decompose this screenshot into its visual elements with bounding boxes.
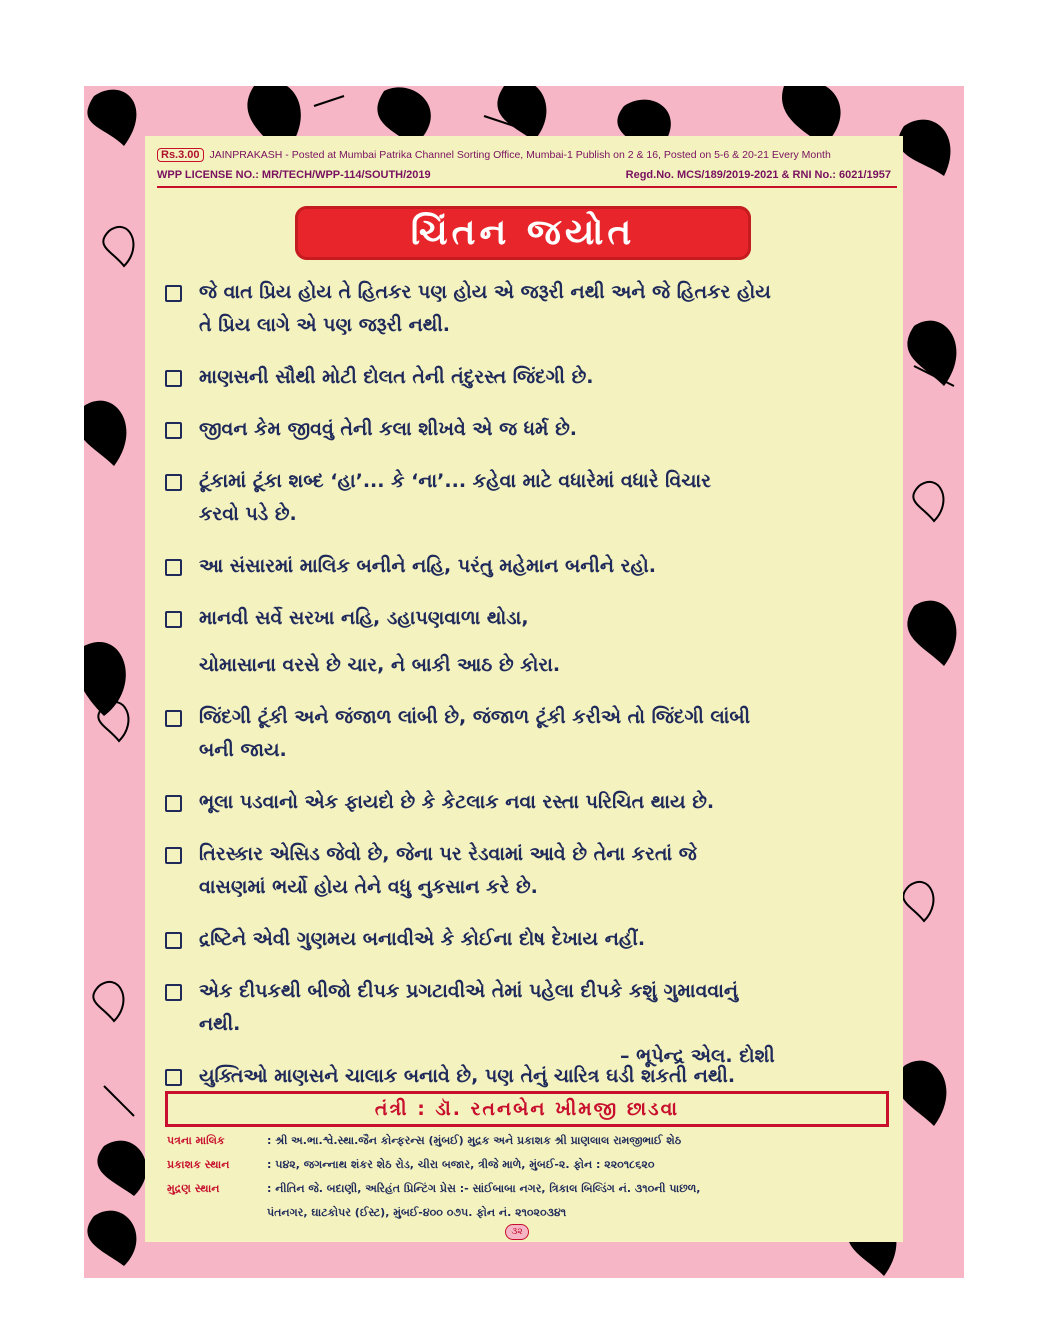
quote-line: બની જાય.	[199, 739, 287, 761]
quote-line: નથી.	[199, 1013, 241, 1035]
quote-line: માનવી સર્વે સરખા નહિ, ડહાપણવાળા થોડા,	[199, 607, 529, 629]
quote-line: તે પ્રિય લાગે એ પણ જરૂરી નથી.	[199, 314, 451, 336]
info-owner-label: પત્રના માલિક	[167, 1134, 225, 1147]
quote-item	[165, 975, 885, 1041]
bullet-box-icon	[165, 847, 182, 864]
bullet-box-icon	[165, 795, 182, 812]
quote-line: જે વાત પ્રિય હોય તે હિતકર પણ હોય એ જરૂરી નથી અને જે હિતકર હોય	[199, 281, 771, 303]
quote-line: આ સંસારમાં માલિક બનીને નહિ, પરંતુ મહેમાન બનીને રહો.	[199, 555, 656, 577]
quote-item	[165, 276, 885, 342]
bullet-box-icon	[165, 559, 182, 576]
bullet-box-icon	[165, 932, 182, 949]
quote-line: કરવો પડે છે.	[199, 503, 297, 525]
bullet-box-icon	[165, 1069, 182, 1086]
quote-item	[165, 838, 885, 904]
quote-item	[165, 413, 885, 446]
quote-line: યુક્તિઓ માણસને ચાલાક બનાવે છે, પણ તેનું ચારિત્ર ઘડી શકતી નથી.	[199, 1065, 736, 1087]
publication-header	[157, 148, 897, 166]
bullet-box-icon	[165, 285, 182, 302]
quote-line: તિરસ્કાર એસિડ જેવો છે, જેના પર રેડવામાં આવે છે તેના કરતાં જે	[199, 843, 697, 865]
quote-line: ભૂલા પડવાનો એક ફાયદો છે કે કેટલાક નવા રસ્તા પરિચિત થાય છે.	[199, 791, 715, 813]
content-panel	[145, 136, 903, 1242]
quote-item	[165, 550, 885, 583]
editor-box: તંત્રી : ડૉ. રતનબેન ખીમજી છાડવા	[165, 1091, 889, 1127]
quote-line: એક દીપકથી બીજો દીપક પ્રગટાવીએ તેમાં પહેલા દીપકે કશું ગુમાવવાનું	[199, 980, 739, 1002]
quote-item	[165, 465, 885, 531]
quote-item	[165, 701, 885, 767]
bullet-box-icon	[165, 984, 182, 1001]
info-printer-text: : નીતિન જે. બદાણી, અરિહંત પ્રિન્ટિંગ પ્રેસ :- સાંઈબાબા નગર, ત્રિકાલ બિલ્ડિંગ નં. ૩૧૦ની પાછળ,	[267, 1182, 701, 1195]
quotes-list	[165, 276, 885, 1112]
quote-line: ચોમાસાના વરસે છે ચાર, ને બાકી આઠ છે કોરા.	[199, 654, 561, 676]
info-owner-text: : શ્રી અ.ભા.શ્વે.સ્થા.જૈન કોન્ફરન્સ (મુંબઈ) મુદ્રક અને પ્રકાશક શ્રી પ્રાણલાલ રામજીભાઈ શેઠ	[267, 1134, 682, 1147]
info-printer-address-text: પંતનગર, ઘાટકોપર (ઈસ્ટ), મુંબઈ-૪૦૦ ૦૭૫. ફોન નં. ૨૧૦૨૦૩૪૧	[267, 1206, 567, 1219]
info-owner	[167, 1134, 681, 1148]
bullet-box-icon	[165, 474, 182, 491]
quote-line: જિંદગી ટૂંકી અને જંજાળ લાંબી છે, જંજાળ ટૂંકી કરીએ તો જિંદગી લાંબી	[199, 706, 751, 728]
quote-item	[165, 1060, 885, 1093]
page-number: ૩૨	[505, 1224, 529, 1240]
quote-item	[165, 649, 885, 682]
header-divider	[157, 186, 897, 188]
quote-line: ટૂંકામાં ટૂંકા શબ્દ ‘હા’... કે ‘ના’... કહેવા માટે વધારેમાં વધારે વિચાર	[199, 470, 711, 492]
info-publisher-text: : ૫૪૨, જગન્નાથ શંકર શેઠ રોડ, ચીરા બજાર, ત્રીજે માળે, મુંબઈ-૨. ફોન : ૨૨૦૧૮૬૨૦	[267, 1158, 655, 1171]
quote-line: દ્રષ્ટિને એવી ગુણમય બનાવીએ કે કોઈના દોષ દેખાય નહીં.	[199, 928, 646, 950]
info-printer-label: મુદ્રણ સ્થાન	[167, 1182, 220, 1195]
quote-line: માણસની સૌથી મોટી દોલત તેની તંદુરસ્ત જિંદગી છે.	[199, 366, 594, 388]
quote-line: વાસણમાં ભર્યો હોય તેને વધુ નુકસાન કરે છે.	[199, 876, 538, 898]
quote-line: જીવન કેમ જીવવું તેની કલા શીખવે એ જ ધર્મ છે.	[199, 418, 577, 440]
info-printer	[167, 1182, 700, 1196]
page-title: ચિંતન જયોત	[295, 206, 751, 260]
bullet-box-icon	[165, 710, 182, 727]
quote-item	[165, 361, 885, 394]
bullet-box-icon	[165, 611, 182, 628]
info-publisher-label: પ્રકાશક સ્થાન	[167, 1158, 230, 1171]
quote-item	[165, 786, 885, 819]
price-badge: Rs.3.00	[157, 148, 204, 162]
bullet-box-icon	[165, 370, 182, 387]
license-number: WPP LICENSE NO.: MR/TECH/WPP-114/SOUTH/2019	[157, 169, 431, 181]
author-signature: – ભૂપેન્દ્ર એલ. દોશી	[620, 1045, 775, 1067]
quote-item	[165, 602, 885, 635]
info-publisher	[167, 1158, 654, 1172]
bullet-box-icon	[165, 422, 182, 439]
info-printer-address	[167, 1206, 566, 1220]
quote-item	[165, 923, 885, 956]
publication-line: JAINPRAKASH - Posted at Mumbai Patrika Channel Sorting Office, Mumbai-1 Publish on 2 & 16, Posted on 5-6 & 20-21 Every Month	[209, 149, 831, 161]
license-line	[157, 169, 897, 185]
registration-number: Regd.No. MCS/189/2019-2021 & RNI No.: 6021/1957	[625, 169, 891, 181]
